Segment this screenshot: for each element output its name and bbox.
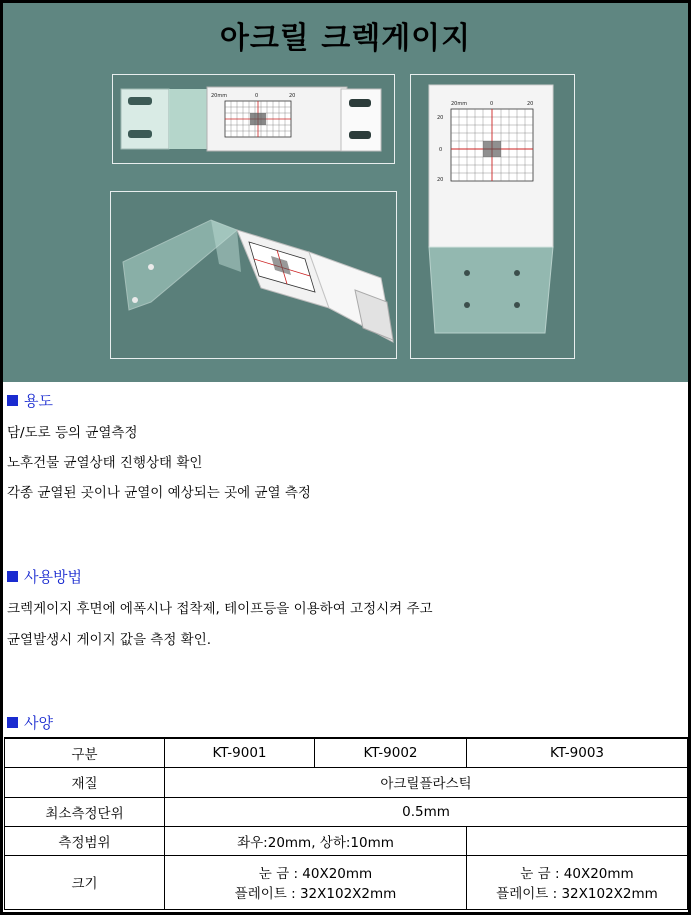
spec-row-value: 좌우:20mm, 상하:10mm — [165, 826, 467, 855]
method-heading-label: 사용방법 — [24, 568, 82, 586]
standing-gauge-scale-top-zero: 0 — [490, 101, 494, 107]
photo-flat-gauge — [112, 74, 395, 164]
spec-row-value-9003 — [467, 855, 688, 909]
flat-gauge-scale-top: 20mm — [211, 93, 228, 99]
spec-header-cell: KT-9001 — [165, 738, 315, 767]
size-scale-text: 눈 금 : 40X20mm — [520, 866, 634, 882]
standing-gauge-scale-top-end: 20 — [527, 101, 534, 107]
spec-row-label: 최소측정단위 — [5, 797, 165, 826]
usage-heading — [7, 390, 53, 411]
spec-row-value: 0.5mm — [165, 797, 688, 826]
spec-heading — [7, 712, 53, 733]
usage-line: 각종 균열된 곳이나 균열이 예상되는 곳에 균열 측정 — [7, 485, 311, 501]
method-line: 균열발생시 게이지 값을 측정 확인. — [7, 632, 212, 648]
size-plate-text: 플레이트 : 32X102X2mm — [234, 886, 397, 902]
method-heading — [7, 566, 82, 587]
spec-row-range — [5, 826, 688, 855]
spec-row-value — [165, 855, 467, 909]
spec-heading-label: 사양 — [24, 714, 53, 732]
spec-row-min-unit — [5, 797, 688, 826]
spec-header-cell: 구분 — [5, 738, 165, 767]
flat-gauge-scale-top-zero: 0 — [255, 93, 259, 99]
spec-header-row — [5, 738, 688, 767]
spec-header-cell: KT-9003 — [467, 738, 688, 767]
size-scale-text: 눈 금 : 40X20mm — [258, 866, 373, 882]
spec-row-size — [5, 855, 688, 909]
corner-gauge-illustration — [111, 192, 396, 358]
method-line: 크렉게이지 후면에 에폭시나 접착제, 테이프등을 이용하여 고정시켜 주고 — [7, 601, 433, 617]
flat-gauge-scale-top-end: 20 — [289, 93, 296, 99]
page-title: 아크릴 크렉게이지 — [219, 21, 472, 56]
usage-heading-label: 용도 — [24, 392, 53, 410]
size-plate-text: 플레이트 : 32X102X2mm — [496, 886, 658, 902]
usage-line: 노후건물 균열상태 진행상태 확인 — [7, 455, 203, 471]
spec-row-value: 아크릴플라스틱 — [165, 767, 688, 797]
spec-table — [4, 737, 688, 910]
square-bullet-icon — [7, 717, 18, 728]
standing-gauge-grid — [451, 109, 533, 181]
photo-standing-gauge — [410, 74, 575, 359]
spec-row-label: 크기 — [5, 855, 165, 909]
standing-gauge-scale-top: 20mm — [451, 101, 468, 107]
usage-line: 담/도로 등의 균열측정 — [7, 425, 138, 441]
photo-corner-gauge — [110, 191, 397, 359]
standing-gauge-scale-side-bottom: 20 — [437, 177, 444, 183]
square-bullet-icon — [7, 571, 18, 582]
standing-gauge-scale-side-top: 20 — [437, 115, 444, 121]
flat-gauge-grid — [225, 101, 291, 137]
standing-gauge-illustration — [411, 75, 574, 358]
product-photo-panel — [3, 3, 688, 382]
spec-row-label: 측정범위 — [5, 826, 165, 855]
square-bullet-icon — [7, 395, 18, 406]
spec-row-value-9003 — [467, 826, 688, 855]
spec-row-material — [5, 767, 688, 797]
spec-row-label: 재질 — [5, 767, 165, 797]
spec-header-cell: KT-9002 — [315, 738, 467, 767]
flat-gauge-illustration — [113, 75, 394, 163]
standing-gauge-scale-side-zero: 0 — [439, 147, 443, 153]
